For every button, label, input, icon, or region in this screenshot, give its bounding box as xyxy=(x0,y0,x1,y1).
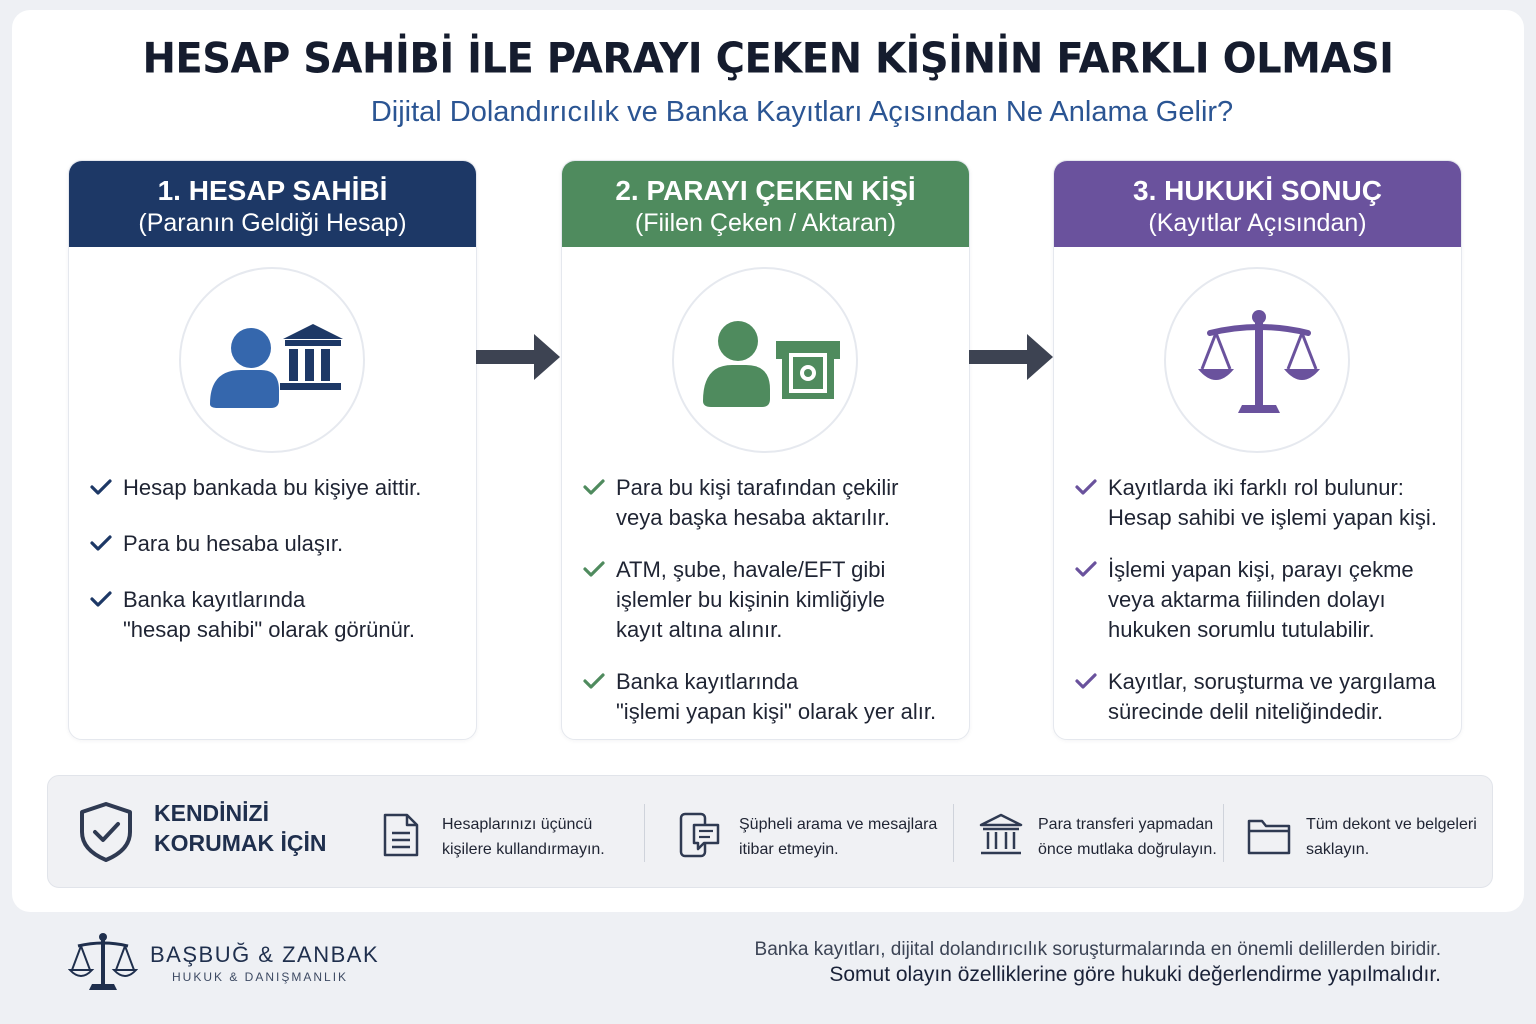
checklist xyxy=(89,473,469,671)
page-subtitle: Dijital Dolandırıcılık ve Banka Kayıtları Açısından Ne Anlama Gelir? xyxy=(370,96,1234,128)
check-icon xyxy=(582,475,606,499)
column-account-holder xyxy=(68,160,477,740)
check-icon xyxy=(89,531,113,555)
column-header xyxy=(69,161,476,247)
person-atm-cash-icon xyxy=(674,269,860,455)
list-item: Para bu kişi tarafından çekilir veya başka hesaba aktarılır. xyxy=(582,473,962,533)
check-icon xyxy=(1074,669,1098,693)
list-item: Kayıtlar, soruşturma ve yargılama sürecinde delil niteliğindedir. xyxy=(1074,667,1454,727)
list-item: Banka kayıtlarında "hesap sahibi" olarak görünür. xyxy=(89,585,469,645)
divider xyxy=(1223,804,1224,862)
check-icon xyxy=(89,587,113,611)
bank-icon xyxy=(978,811,1024,859)
column-withdrawer xyxy=(561,160,970,740)
flow-arrow-icon xyxy=(476,332,562,382)
check-icon xyxy=(582,669,606,693)
list-item: Hesap bankada bu kişiye aittir. xyxy=(89,473,469,503)
column-heading: 1. HESAP SAHİBİ xyxy=(157,175,388,206)
divider xyxy=(953,804,954,862)
list-item: ATM, şube, havale/EFT gibi işlemler bu kişinin kimliğiyle kayıt altına alınır. xyxy=(582,555,962,645)
phone-message-icon xyxy=(678,811,722,859)
check-icon xyxy=(89,475,113,499)
column-header xyxy=(562,161,969,247)
list-item: İşlemi yapan kişi, parayı çekme veya aktarma fiilinden dolayı hukuken sorumlu tutulabilir. xyxy=(1074,555,1454,645)
tip-text: Hesaplarınızı üçüncü kişilere kullandırmayın. xyxy=(442,816,605,858)
folder-icon xyxy=(1246,811,1292,859)
tips-title: KENDİNİZİ KORUMAK İÇİN xyxy=(154,800,327,856)
scales-of-justice-icon xyxy=(1166,269,1352,455)
document-icon xyxy=(381,811,421,859)
check-icon xyxy=(1074,475,1098,499)
list-item: Para bu hesaba ulaşır. xyxy=(89,529,469,559)
checklist xyxy=(582,473,962,740)
check-icon xyxy=(1074,557,1098,581)
column-legal-result xyxy=(1053,160,1462,740)
brand-subtitle: HUKUK & DANIŞMANLIK xyxy=(172,970,349,984)
checklist xyxy=(1074,473,1454,740)
check-icon xyxy=(582,557,606,581)
logo-scales-icon xyxy=(68,930,138,996)
shield-check-icon xyxy=(78,800,134,864)
tip-text: Tüm dekont ve belgeleri saklayın. xyxy=(1306,816,1477,858)
list-item: Banka kayıtlarında "işlemi yapan kişi" olarak yer alır. xyxy=(582,667,962,727)
person-bank-icon xyxy=(181,269,367,455)
tip-text: Para transferi yapmadan önce mutlaka doğrulayın. xyxy=(1038,816,1217,858)
list-item: Kayıtlarda iki farklı rol bulunur: Hesap sahibi ve işlemi yapan kişi. xyxy=(1074,473,1454,533)
column-heading: 3. HUKUKİ SONUÇ xyxy=(1133,175,1382,206)
column-heading: 2. PARAYI ÇEKEN KİŞİ xyxy=(615,175,916,206)
footer-note: Banka kayıtları, dijital dolandırıcılık soruşturmalarında en önemli delillerden biridir. xyxy=(754,939,1441,960)
column-subheading: (Paranın Geldiği Hesap) xyxy=(138,209,407,237)
column-subheading: (Kayıtlar Açısından) xyxy=(1148,209,1367,237)
divider xyxy=(644,804,645,862)
icon-circle xyxy=(672,267,858,453)
icon-circle xyxy=(179,267,365,453)
brand-name: BAŞBUĞ & ZANBAK xyxy=(150,942,380,967)
column-header xyxy=(1054,161,1461,247)
page-title: HESAP SAHİBİ İLE PARAYI ÇEKEN KİŞİNİN FARKLI OLMASI xyxy=(142,34,1394,84)
flow-arrow-icon xyxy=(969,332,1055,382)
tip-text: Şüpheli arama ve mesajlara itibar etmeyin. xyxy=(739,816,938,858)
icon-circle xyxy=(1164,267,1350,453)
column-subheading: (Fiilen Çeken / Aktaran) xyxy=(634,209,897,237)
protection-tips-bar xyxy=(47,775,1493,888)
footer-note-emphasis: Somut olayın özelliklerine göre hukuki değerlendirme yapılmalıdır. xyxy=(829,963,1441,986)
